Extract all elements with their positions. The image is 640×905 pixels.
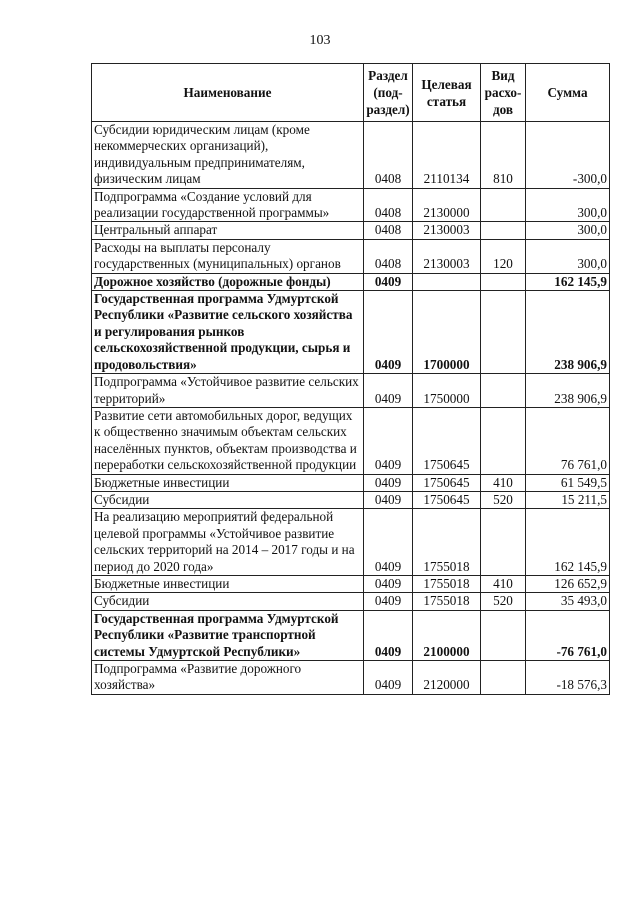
table-row: [92, 188, 610, 222]
table-row: [92, 273, 610, 290]
cell-type: [481, 407, 526, 474]
cell-target: 2110134: [413, 122, 481, 189]
cell-section: 0409: [364, 407, 413, 474]
cell-target: 2130000: [413, 188, 481, 222]
cell-type: [481, 374, 526, 408]
cell-sum: -76 761,0: [526, 610, 610, 660]
cell-sum: -18 576,3: [526, 661, 610, 695]
cell-section: 0409: [364, 491, 413, 508]
cell-section: 0409: [364, 273, 413, 290]
cell-target: 1750000: [413, 374, 481, 408]
table-row: [92, 593, 610, 610]
cell-target: 1755018: [413, 593, 481, 610]
cell-target: 2130003: [413, 222, 481, 239]
cell-type: [481, 222, 526, 239]
table-row: [92, 575, 610, 592]
cell-type: 410: [481, 474, 526, 491]
cell-type: [481, 188, 526, 222]
cell-type: 810: [481, 122, 526, 189]
cell-sum: 238 906,9: [526, 291, 610, 374]
table-row: [92, 222, 610, 239]
table-row: [92, 374, 610, 408]
cell-target: 1700000: [413, 291, 481, 374]
cell-sum: 126 652,9: [526, 575, 610, 592]
cell-type: [481, 509, 526, 576]
cell-target: 1750645: [413, 474, 481, 491]
cell-section: 0408: [364, 239, 413, 273]
cell-type: 520: [481, 491, 526, 508]
cell-target: 2100000: [413, 610, 481, 660]
header-section: Раздел (под-раздел): [364, 64, 413, 122]
cell-name: Государственная программа Удмуртской Республики «Развитие транспортной системы Удмуртской Республики»: [92, 610, 364, 660]
cell-sum: 61 549,5: [526, 474, 610, 491]
cell-section: 0409: [364, 509, 413, 576]
cell-section: 0408: [364, 188, 413, 222]
cell-target: 1755018: [413, 575, 481, 592]
cell-name: Бюджетные инвестиции: [92, 575, 364, 592]
cell-section: 0408: [364, 222, 413, 239]
cell-type: [481, 291, 526, 374]
cell-sum: 300,0: [526, 239, 610, 273]
table-row: [92, 122, 610, 189]
cell-name: Подпрограмма «Развитие дорожного хозяйства»: [92, 661, 364, 695]
cell-type: [481, 273, 526, 290]
cell-type: 120: [481, 239, 526, 273]
cell-type: [481, 661, 526, 695]
cell-target: 1750645: [413, 407, 481, 474]
budget-table: [91, 63, 610, 695]
cell-target: 1755018: [413, 509, 481, 576]
cell-section: 0409: [364, 575, 413, 592]
table-body: [92, 122, 610, 695]
header-target: Целевая статья: [413, 64, 481, 122]
table-row: [92, 509, 610, 576]
table-row: [92, 610, 610, 660]
cell-section: 0409: [364, 593, 413, 610]
cell-name: Государственная программа Удмуртской Республики «Развитие сельского хозяйства и регулирования рынков сельскохозяйственной продукции, сырья и продовольствия»: [92, 291, 364, 374]
cell-sum: 300,0: [526, 188, 610, 222]
header-sum: Сумма: [526, 64, 610, 122]
cell-target: [413, 273, 481, 290]
table-row: [92, 407, 610, 474]
cell-sum: 300,0: [526, 222, 610, 239]
table-row: [92, 291, 610, 374]
cell-name: На реализацию мероприятий федеральной целевой программы «Устойчивое развитие сельских территорий на 2014 – 2017 годы и на период до 2020 года»: [92, 509, 364, 576]
cell-sum: 35 493,0: [526, 593, 610, 610]
cell-name: Развитие сети автомобильных дорог, ведущих к общественно значимым объектам сельских населённых пунктов, объектам производства и переработки сельскохозяйственной продукции: [92, 407, 364, 474]
page-number: 103: [309, 33, 331, 48]
cell-section: 0409: [364, 291, 413, 374]
table-row: [92, 239, 610, 273]
cell-name: Расходы на выплаты персоналу государственных (муниципальных) органов: [92, 239, 364, 273]
cell-target: 2120000: [413, 661, 481, 695]
cell-section: 0408: [364, 122, 413, 189]
cell-section: 0409: [364, 374, 413, 408]
cell-sum: 238 906,9: [526, 374, 610, 408]
header-type: Вид расхо-дов: [481, 64, 526, 122]
cell-sum: 162 145,9: [526, 509, 610, 576]
header-name: Наименование: [92, 64, 364, 122]
cell-sum: 162 145,9: [526, 273, 610, 290]
cell-section: 0409: [364, 610, 413, 660]
cell-type: 520: [481, 593, 526, 610]
cell-target: 1750645: [413, 491, 481, 508]
cell-sum: 15 211,5: [526, 491, 610, 508]
cell-section: 0409: [364, 474, 413, 491]
cell-name: Бюджетные инвестиции: [92, 474, 364, 491]
cell-name: Подпрограмма «Создание условий для реализации государственной программы»: [92, 188, 364, 222]
cell-name: Подпрограмма «Устойчивое развитие сельских территорий»: [92, 374, 364, 408]
cell-target: 2130003: [413, 239, 481, 273]
cell-section: 0409: [364, 661, 413, 695]
table-header-row: [92, 64, 610, 122]
cell-name: Субсидии: [92, 593, 364, 610]
cell-name: Дорожное хозяйство (дорожные фонды): [92, 273, 364, 290]
cell-type: 410: [481, 575, 526, 592]
cell-name: Центральный аппарат: [92, 222, 364, 239]
cell-sum: 76 761,0: [526, 407, 610, 474]
cell-name: Субсидии юридическим лицам (кроме некоммерческих организаций), индивидуальным предпринимателям, физическим лицам: [92, 122, 364, 189]
cell-name: Субсидии: [92, 491, 364, 508]
table-row: [92, 474, 610, 491]
cell-sum: -300,0: [526, 122, 610, 189]
table-row: [92, 491, 610, 508]
table-row: [92, 661, 610, 695]
cell-type: [481, 610, 526, 660]
